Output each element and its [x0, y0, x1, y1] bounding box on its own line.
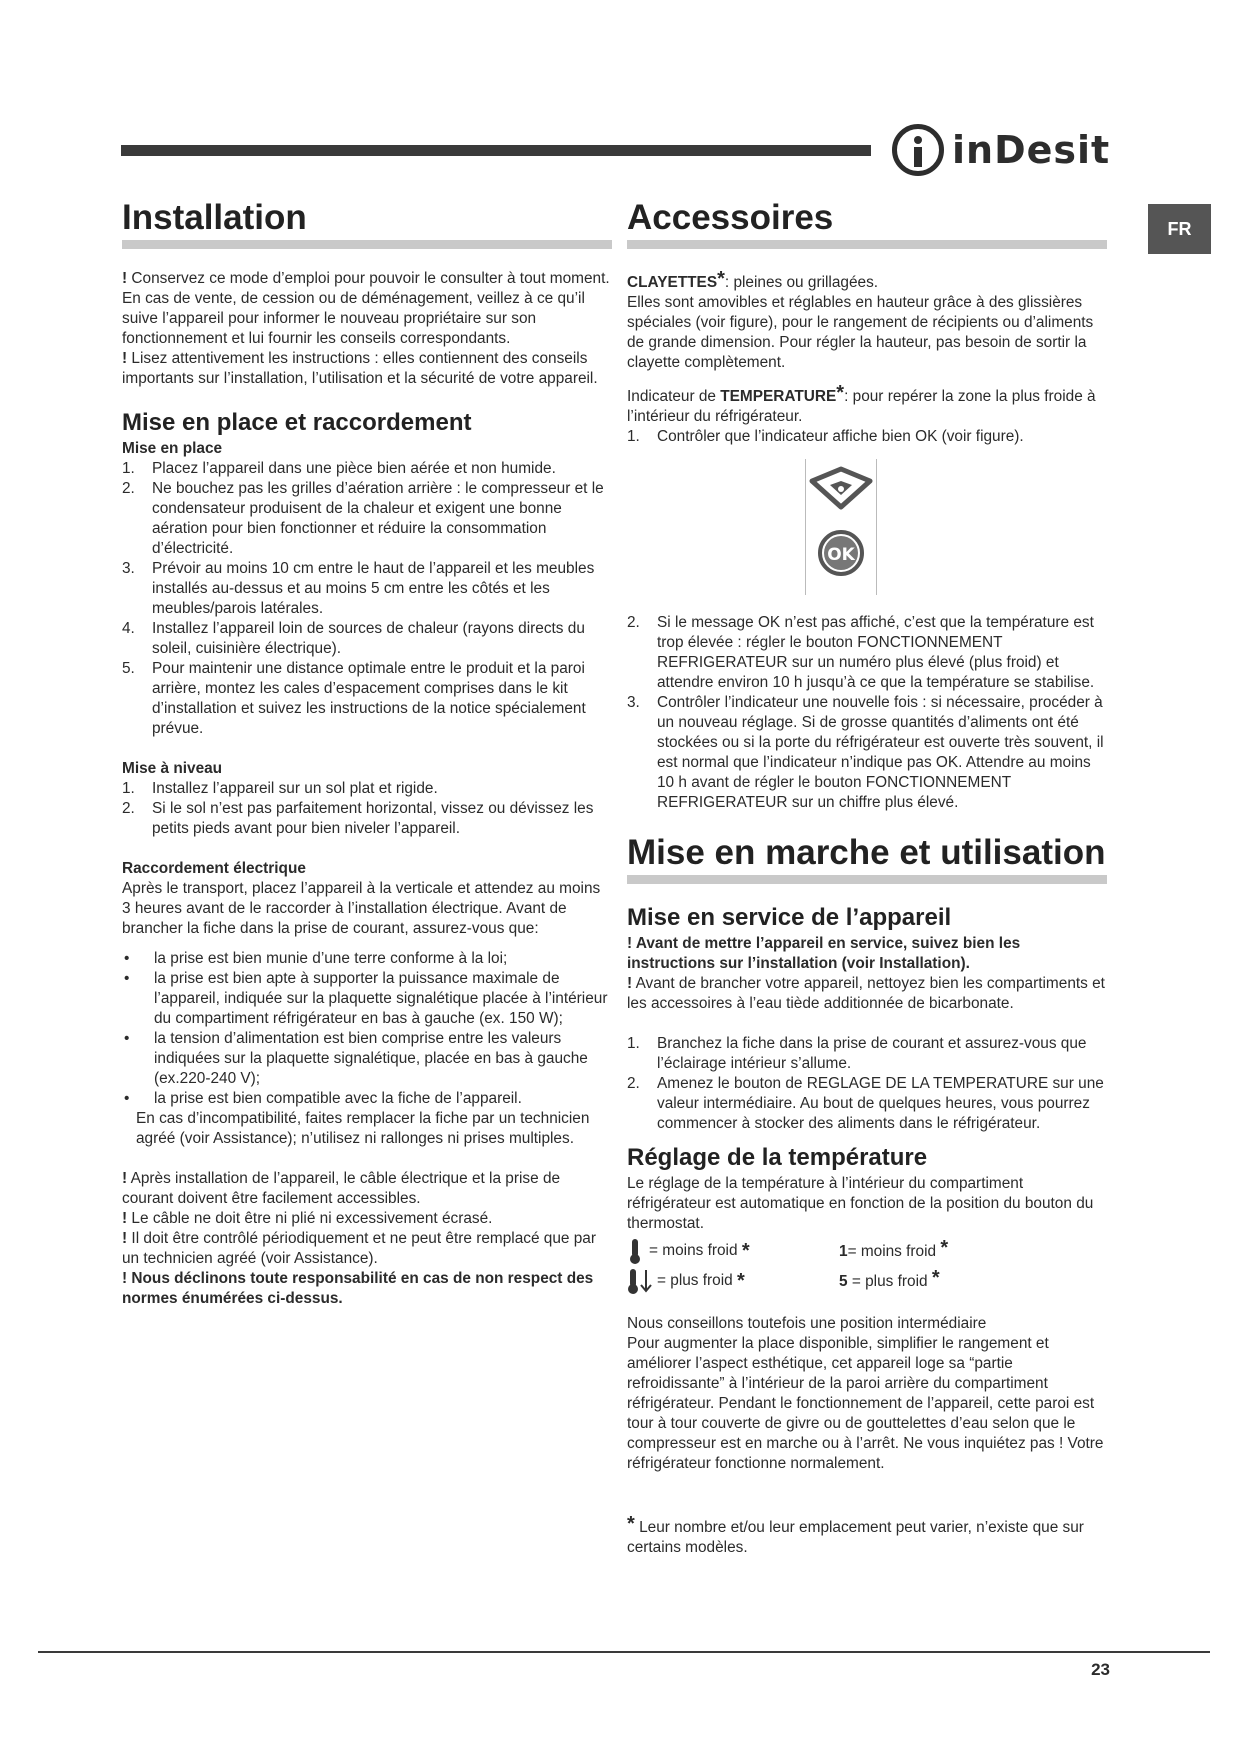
list-item: 3. Contrôler l’indicateur une nouvelle fois : si nécessaire, procéder à un nouveau réglage. Si de grosse quantités d’aliments ont été stockées ou si la porte du réfrigérateur est ouverte très souvent, il est normal que l’indicateur n’indique pas OK. Attendre au moins 10 h avant de régler le bouton FONCTIONNEMENT REFRIGERATEUR sur un chiffre plus élevé. [627, 694, 1104, 811]
ok-label: OK [827, 545, 855, 565]
brand-name: inDesit [952, 128, 1111, 172]
warning-1: ! Après installation de l’appareil, le câble électrique et la prise de courant doivent être facilement accessibles. [122, 1170, 561, 1207]
warning-3: ! Il doit être contrôlé périodiquement et ne peut être remplacé que par un technicien agréé (voir Assistance). [122, 1230, 596, 1267]
list-item: 5. Pour maintenir une distance optimale entre le produit et la paroi arrière, montez les cales d’espacement comprises dans le kit d’installation et suivez les instructions de la notice spécialement prévue. [122, 660, 586, 737]
electric-bullets [122, 949, 612, 1109]
electric-intro: Après le transport, placez l’appareil à la verticale et attendez au moins 3 heures avant de le raccorder à l’installation électrique. Avant de brancher la fiche dans la prise de courant, assurez-vous que: [122, 880, 601, 937]
conseil-text: Pour augmenter la place disponible, simplifier le rangement et améliorer l’aspect esthétique, cet appareil loge sa “partie refroidissante” à l’intérieur de la paroi arrière du compartiment réfrigérateur. Pendant le fonctionnement de l’appareil, cette paroi est tour à tour couverte de givre ou de gouttelettes d’eau selon que le compresseur est en marche ou à l’arrêt. Ne vous inquiétez pas ! Votre réfrigérateur fonctionne normalement. [627, 1335, 1104, 1472]
leveling-list [122, 779, 612, 839]
list-item: 1. Installez l’appareil sur un sol plat et rigide. [122, 780, 438, 797]
list-item: 2. Si le message OK n’est pas affiché, c’est que la température est trop élevée : régler le bouton FONCTIONNEMENT REFRIGERATEUR sur un numéro plus élevé (plus froid) et attendre environ 10 h jusqu’à ce que la température se stabilise. [627, 614, 1095, 691]
temp-list-a [627, 427, 1107, 447]
temperature-line: Indicateur de TEMPERATURE*: pour repérer la zone la plus froide à l’intérieur du réfrigérateur. [627, 382, 1096, 425]
list-item: 4. Installez l’appareil loin de sources de chaleur (rayons directs du soleil, cuisinière électrique). [122, 620, 585, 657]
more-cold-row: = plus froid * 5 = plus froid * [627, 1268, 1107, 1294]
list-item: 3. Prévoir au moins 10 cm entre le haut de l’appareil et les meubles installés au-dessus et au moins 5 cm entre les côtés et les meubles/parois latérales. [122, 560, 595, 617]
installation-column [122, 198, 612, 1309]
service-list [627, 1034, 1107, 1134]
clayettes-line: CLAYETTES*: pleines ou grillagées. [627, 268, 879, 291]
list-item: 2. Si le sol n’est pas parfaitement horizontal, vissez ou dévissez les petits pieds avant pour bien niveler l’appareil. [122, 800, 594, 837]
list-item: 1. Placez l’appareil dans une pièce bien aérée et non humide. [122, 460, 556, 477]
language-tab: FR [1148, 204, 1211, 254]
list-item: • la prise est bien compatible avec la fiche de l’appareil. [124, 1090, 522, 1107]
temp-list-b [627, 613, 1107, 813]
thermometer-indicator-icon [806, 459, 876, 595]
thermometer-low-icon [627, 1238, 645, 1264]
list-item: 2. Amenez le bouton de REGLAGE DE LA TEMPERATURE sur une valeur intermédiaire. Au bout de quelques heures, vous pourrez commencer à stocker des aliments dans le réfrigérateur. [627, 1075, 1104, 1132]
utilisation-title: Mise en marche et utilisation [627, 833, 1107, 884]
reglage-title: Réglage de la température [627, 1144, 928, 1171]
installation-intro-2: ! Lisez attentivement les instructions : elles contiennent des conseils importants sur l’installation, l’utilisation et la sécurité de votre appareil. [122, 350, 598, 387]
electric-after: En cas d’incompatibilité, faites remplacer la fiche par un technicien agréé (voir Assistance); n’utilisez ni rallonges ni prises multiples. [136, 1110, 590, 1147]
electric-title: Raccordement électrique [122, 860, 306, 877]
thermometer-cold-icon [627, 1268, 653, 1294]
list-item: • la tension d’alimentation est bien comprise entre les valeurs indiquées sur la plaquette signalétique, placée en bas à gauche (ex.220-240 V); [124, 1030, 588, 1087]
clayettes-desc: Elles sont amovibles et réglables en hauteur grâce à des glissières spéciales (voir figure), pour le rangement de récipients ou d’aliments de grande dimension. Pour régler la hauteur, pas besoin de sortir la clayette complètement. [627, 294, 1094, 371]
footnote: * Leur nombre et/ou leur emplacement peut varier, n’existe que sur certains modèles. [627, 1513, 1084, 1556]
service-title: Mise en service de l’appareil [627, 904, 952, 931]
installation-intro-1: ! Conservez ce mode d’emploi pour pouvoir le consulter à tout moment. En cas de vente, de cession ou de déménagement, veillez à ce qu’il suive l’appareil pour informer le nouveau propriétaire sur son fonctionnement et lui fournir les conseils correspondants. [122, 270, 610, 347]
brand-logo [892, 118, 1110, 182]
conseil: Nous conseillons toutefois une position intermédiaire [627, 1315, 987, 1332]
list-item: • la prise est bien apte à supporter la puissance maximale de l’appareil, indiquée sur la plaquette signalétique placée à l’intérieur du compartiment réfrigérateur en bas à gauche (ex. 150 W); [124, 970, 608, 1027]
leveling-title: Mise à niveau [122, 760, 223, 777]
placement-subtitle: Mise en place [122, 440, 223, 457]
warning-2: ! Le câble ne doit être ni plié ni excessivement écrasé. [122, 1210, 493, 1227]
installation-title: Installation [122, 198, 612, 249]
list-item: 2. Ne bouchez pas les grilles d’aération arrière : le compresseur et le condensateur produisent de la chaleur et exigent une bonne aération pour bien fonctionner et réduire la consommation d’électricité. [122, 480, 604, 557]
service-warning: ! Avant de mettre l’appareil en service, suivez bien les instructions sur l’installation (voir Installation). [627, 935, 1021, 972]
list-item: • la prise est bien munie d’une terre conforme à la loi; [124, 950, 508, 967]
reglage-text: Le réglage de la température à l’intérieur du compartiment réfrigérateur est automatique en fonction de la position du bouton du thermostat. [627, 1175, 1094, 1232]
brand-logo-icon [892, 124, 944, 176]
accessoires-column [627, 198, 1107, 1558]
footer-rule [38, 1651, 1210, 1653]
temperature-indicator-figure [805, 459, 877, 595]
list-item: 1. Contrôler que l’indicateur affiche bien OK (voir figure). [627, 428, 1024, 445]
header-rule [121, 145, 871, 156]
accessoires-title: Accessoires [627, 198, 1107, 249]
final-warning: ! Nous déclinons toute responsabilité en cas de non respect des normes énumérées ci-dessus. [122, 1270, 594, 1307]
list-item: 1. Branchez la fiche dans la prise de courant et assurez-vous que l’éclairage intérieur s’allume. [627, 1035, 1087, 1072]
placement-list [122, 459, 612, 739]
less-cold-row: = moins froid * 1= moins froid * [627, 1238, 1107, 1264]
placement-title: Mise en place et raccordement [122, 409, 472, 436]
page-number: 23 [1091, 1660, 1110, 1679]
service-note: ! Avant de brancher votre appareil, nettoyez bien les compartiments et les accessoires à l’eau tiède additionnée de bicarbonate. [627, 975, 1105, 1012]
